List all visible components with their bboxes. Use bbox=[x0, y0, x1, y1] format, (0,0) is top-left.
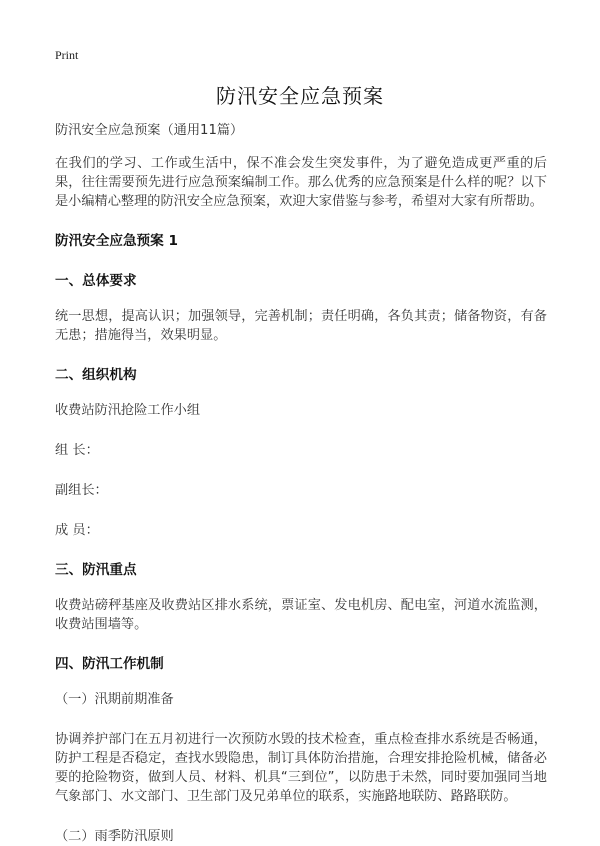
section-1-heading: 一、总体要求 bbox=[55, 273, 137, 289]
section-4-heading: 四、防汛工作机制 bbox=[55, 656, 164, 672]
intro-paragraph: 在我们的学习、工作或生活中，保不准会发生突发事件，为了避免造成更严重的后果，往往需要预先进行应急预案编制工作。那么优秀的应急预案是什么样的呢？以下是小编精心整理的防汛安全应急预案，欢迎大家借鉴与参考，希望对大家有所帮助。 bbox=[55, 156, 547, 209]
section-2-leader: 组 长： bbox=[55, 443, 99, 458]
section-2-group: 收费站防汛抢险工作小组 bbox=[55, 403, 201, 418]
document-subtitle: 防汛安全应急预案（通用11篇） bbox=[55, 123, 244, 138]
document-body bbox=[55, 121, 547, 846]
print-link[interactable]: Print bbox=[55, 48, 79, 62]
plan-heading: 防汛安全应急预案 1 bbox=[55, 233, 178, 249]
section-4-sub2-heading: （二）雨季防汛原则 bbox=[55, 829, 174, 844]
document-title: 防汛安全应急预案 bbox=[216, 84, 384, 108]
section-1-text: 统一思想，提高认识；加强领导，完善机制；责任明确，各负其责；储备物资，有备无患；措施得当，效果明显。 bbox=[55, 309, 547, 343]
section-2-deputy: 副组长： bbox=[55, 483, 108, 498]
section-2-heading: 二、组织机构 bbox=[55, 367, 137, 383]
section-2-members: 成 员： bbox=[55, 523, 99, 538]
section-4-sub1-heading: （一）汛期前期准备 bbox=[55, 692, 174, 707]
section-3-text: 收费站磅秤基座及收费站区排水系统，票证室、发电机房、配电室，河道水流监测，收费站围墙等。 bbox=[55, 598, 547, 632]
section-4-sub1-text: 协调养护部门在五月初进行一次预防水毁的技术检查，重点检查排水系统是否畅通，防护工程是否稳定，查找水毁隐患，制订具体防治措施，合理安排抢险机械，储备必要的抢险物资，做到人员、材料、机具“三到位”，以防患于未然，同时要加强同当地气象部门、水文部门、卫生部门及兄弟单位的联系，实施路地联防、路路联防。 bbox=[55, 732, 547, 804]
section-3-heading: 三、防汛重点 bbox=[55, 562, 137, 578]
